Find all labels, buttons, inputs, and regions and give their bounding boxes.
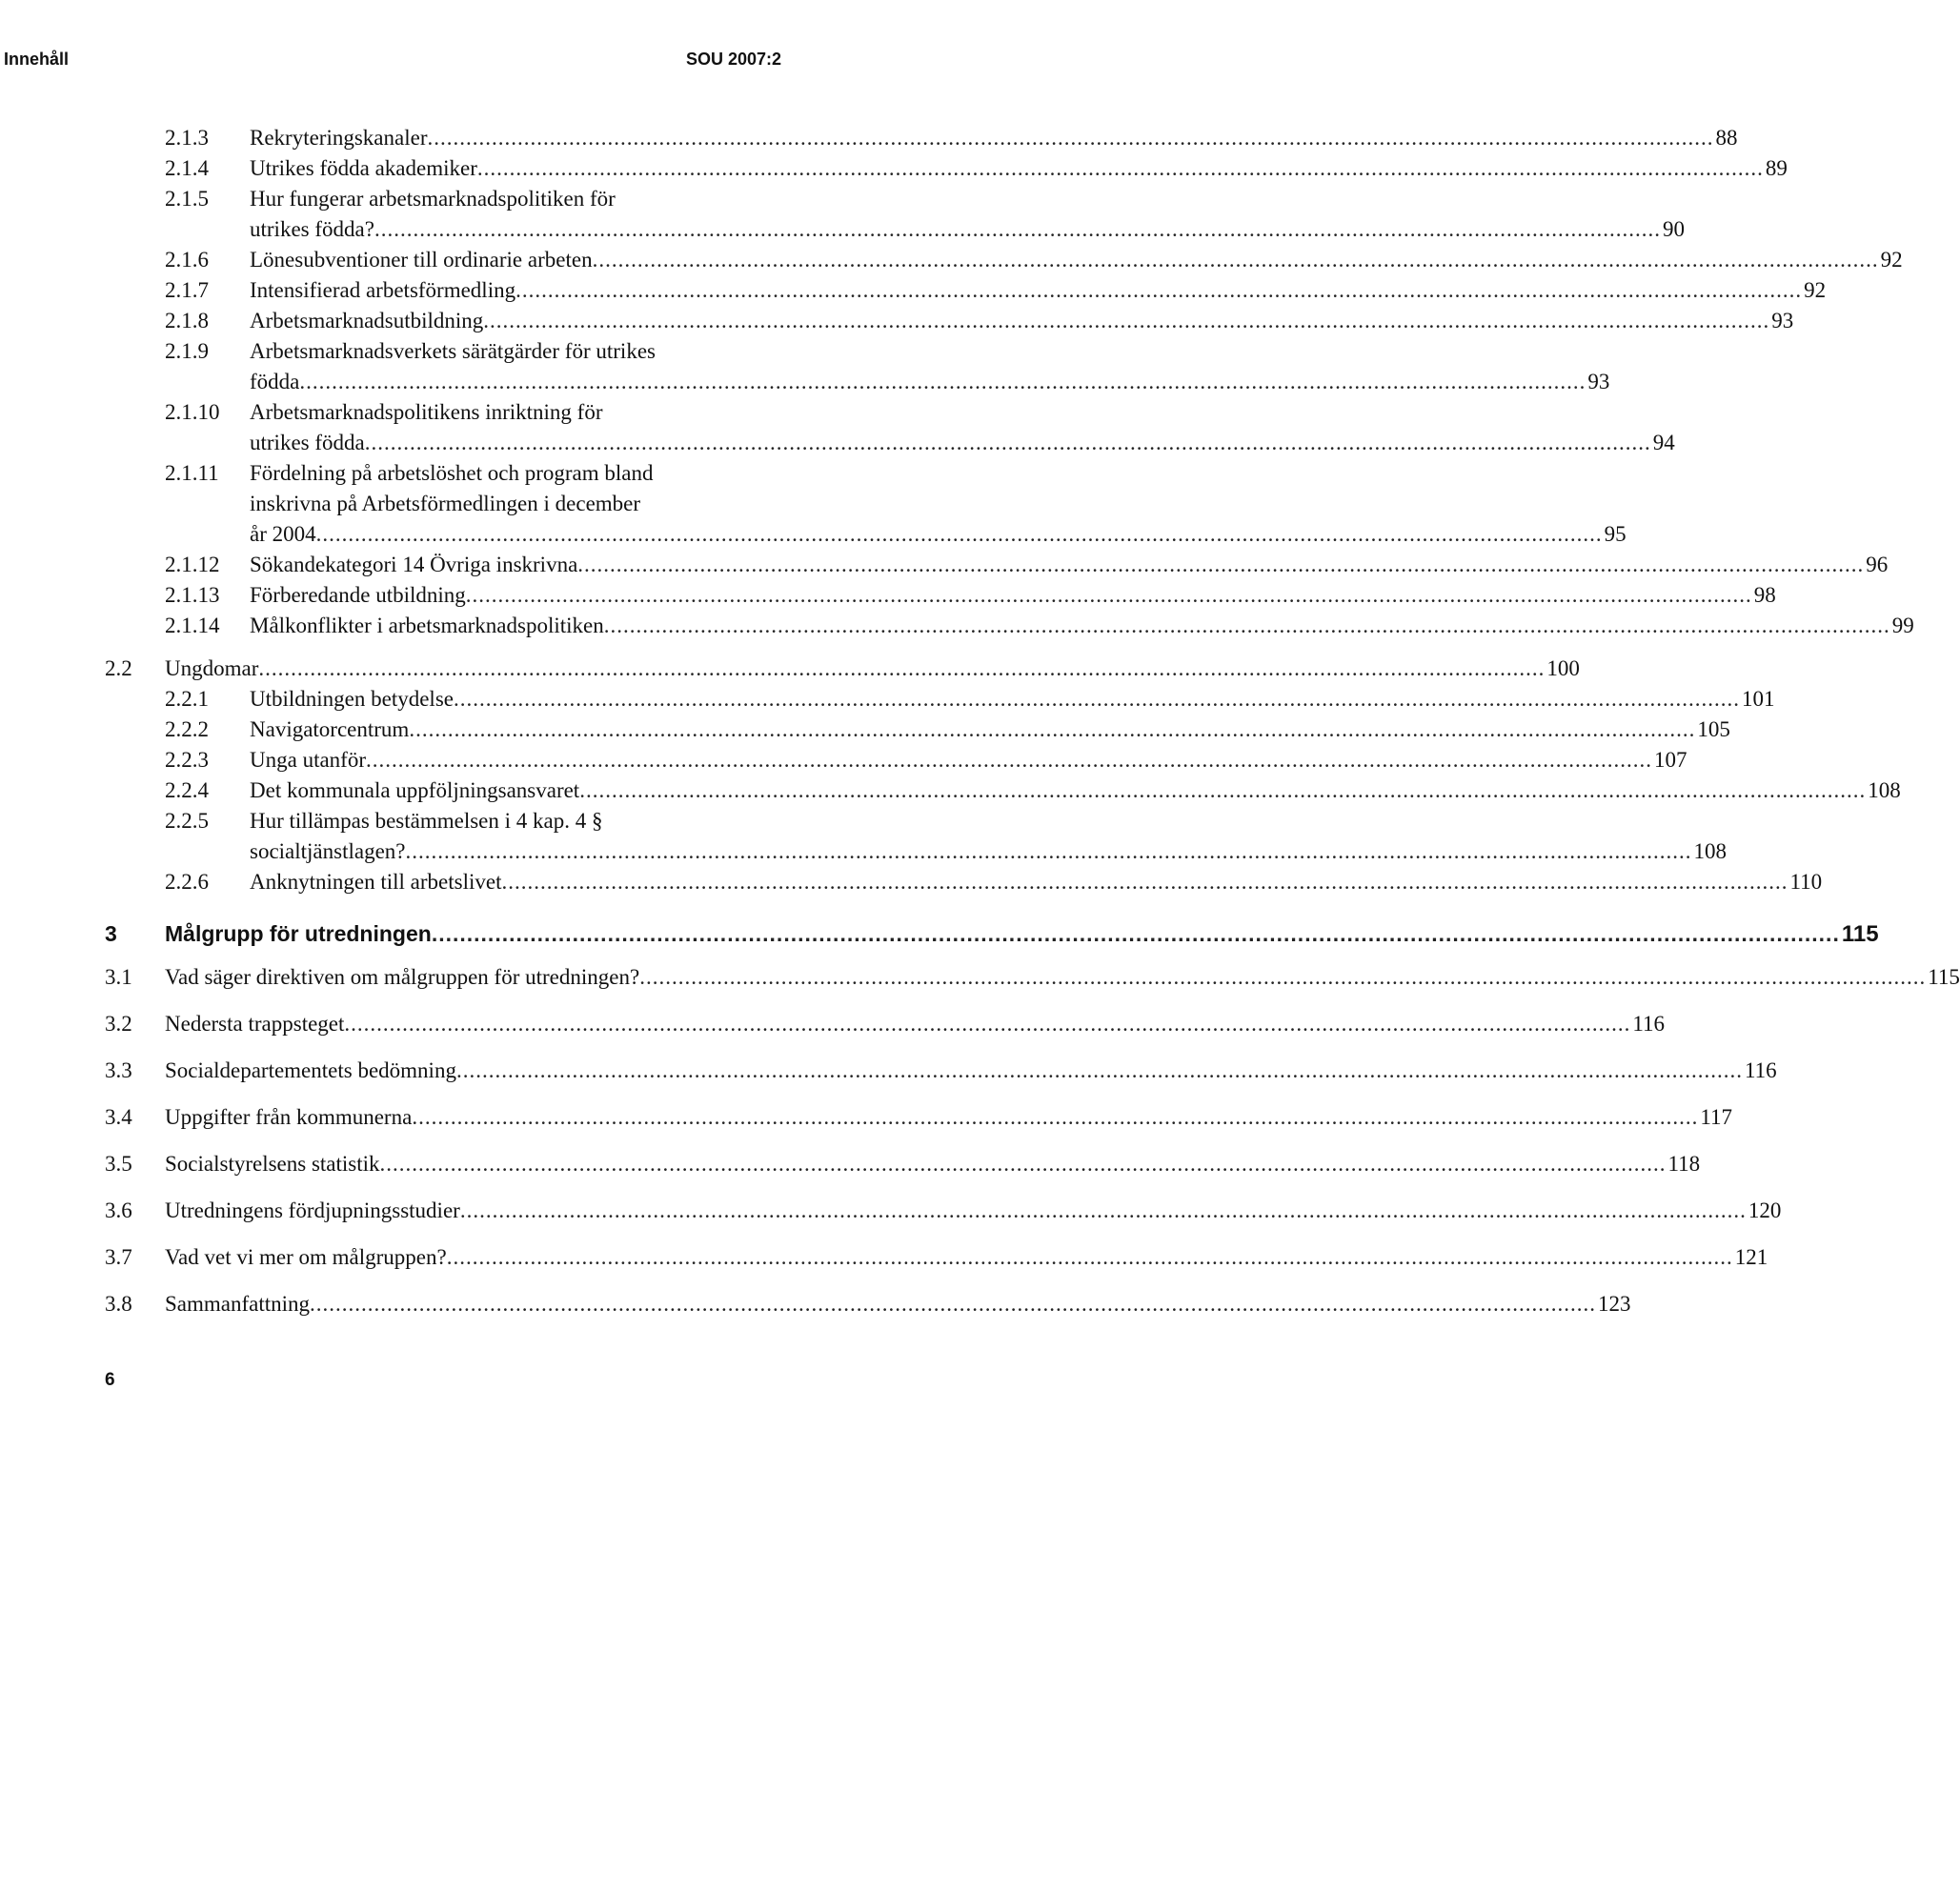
toc-entry-title: år 2004: [250, 522, 316, 546]
toc-entry-number: 3.7: [105, 1245, 132, 1269]
toc-entry-line: [0, 1101, 1732, 1134]
toc-entry-page: 95: [1604, 522, 1627, 546]
toc-entry-title: utrikes födda: [250, 431, 365, 454]
toc-entry-page: 121: [1734, 1245, 1768, 1269]
toc-entry-page: 93: [1587, 370, 1610, 393]
toc-entry-leader-row: [250, 122, 1738, 154]
toc-entry-page: 117: [1700, 1105, 1732, 1129]
toc-entry-leader-row: [250, 744, 1687, 776]
toc-entry-title: födda: [250, 370, 300, 393]
dot-leader: ........................................................................................................................................................................................................: [455, 1058, 1743, 1082]
toc-entry-line: [0, 961, 1960, 994]
toc-entry-leader-row: [250, 775, 1901, 807]
page-number: 6: [105, 1370, 115, 1390]
dot-leader: ........................................................................................................................................................................................................: [315, 522, 1603, 546]
toc-entry-page: 115: [1841, 921, 1879, 947]
toc-entry-page: 108: [1868, 778, 1901, 802]
toc-entry-title: Vad vet vi mer om målgruppen?: [165, 1245, 447, 1269]
dot-leader: ........................................................................................................................................................................................................: [364, 431, 1651, 454]
toc-entry-line: [0, 917, 1879, 950]
toc-entry-line: [0, 866, 1823, 898]
toc-entry-title: Hur tillämpas bestämmelsen i 4 kap. 4 §: [250, 809, 603, 833]
dot-leader: ........................................................................................................................................................................................................: [409, 717, 1696, 741]
running-header-report-id: SOU 2007:2: [686, 50, 782, 69]
toc-entry-title: socialtjänstlagen?: [250, 839, 406, 863]
dot-leader: ........................................................................................................................................................................................................: [579, 778, 1867, 802]
dot-leader: ........................................................................................................................................................................................................: [476, 156, 1764, 180]
toc-entry-leader-row: [165, 1101, 1732, 1134]
toc-entry-page: 94: [1652, 431, 1675, 454]
toc-entry-line: [0, 549, 1889, 581]
toc-entry-line: [0, 518, 1627, 551]
toc-entry-number: 2.1.11: [165, 461, 219, 485]
toc-entry-page: 96: [1866, 553, 1889, 576]
toc-entry-number: 2.2: [105, 656, 132, 680]
toc-entry-title: inskrivna på Arbetsförmedlingen i december: [250, 492, 641, 515]
dot-leader: ........................................................................................................................................................................................................: [374, 217, 1661, 241]
toc-entry-title: Uppgifter från kommunerna: [165, 1105, 413, 1129]
toc-entry-leader-row: [165, 1148, 1701, 1180]
toc-entry-leader-row: [250, 244, 1903, 276]
dot-leader: ........................................................................................................................................................................................................: [459, 1198, 1747, 1222]
toc-entry-page: 88: [1715, 126, 1738, 150]
toc-entry-leader-row: [250, 866, 1823, 898]
toc-entry-number: 2.1.12: [165, 553, 220, 576]
toc-entry-page: 93: [1771, 309, 1794, 332]
toc-entry-leader-row: [250, 549, 1889, 581]
toc-entry-line: [0, 274, 1827, 307]
toc-entry-line: [0, 335, 915, 368]
toc-entry-line: [0, 213, 1685, 246]
toc-entry-leader-row: [165, 961, 1960, 994]
toc-entry-title: Fördelning på arbetslöshet och program bland: [250, 461, 654, 485]
toc-entry-line: [0, 305, 1794, 337]
toc-entry-number: 2.1.3: [165, 126, 209, 150]
toc-entry-title: Utrikes födda akademiker: [250, 156, 477, 180]
toc-entry-leader-row: [250, 610, 1914, 642]
toc-entry-leader-row: [250, 427, 1675, 459]
toc-entry-number: 3.2: [105, 1012, 132, 1036]
toc-entry-line: [0, 457, 915, 490]
toc-entry-number: 3.8: [105, 1292, 132, 1316]
dot-leader: ........................................................................................................................................................................................................: [592, 248, 1879, 272]
toc-entry-title: Förberedande utbildning: [250, 583, 466, 607]
toc-entry-number: 2.2.4: [165, 778, 209, 802]
dot-leader: ........................................................................................................................................................................................................: [412, 1105, 1699, 1129]
dot-leader: ........................................................................................................................................................................................................: [577, 553, 1865, 576]
toc-entry-page: 108: [1693, 839, 1727, 863]
toc-entry-line: [0, 1241, 1768, 1274]
toc-entry-title: Arbetsmarknadspolitikens inriktning för: [250, 400, 603, 424]
toc-entry-number: 2.1.4: [165, 156, 209, 180]
toc-entry-leader-row: [250, 683, 1775, 715]
toc-entry-leader-row: [250, 518, 1627, 551]
toc-entry-title: Utbildningen betydelse: [250, 687, 454, 711]
toc-entry-title: Sammanfattning: [165, 1292, 311, 1316]
toc-entry-line: [0, 1195, 1782, 1227]
dot-leader: ........................................................................................................................................................................................................: [427, 126, 1714, 150]
toc-entry-leader-row: [250, 274, 1827, 307]
toc-entry-line: [0, 683, 1775, 715]
toc-entry-page: 120: [1748, 1198, 1782, 1222]
toc-entry-page: 116: [1744, 1058, 1777, 1082]
toc-entry-page: 100: [1546, 656, 1580, 680]
toc-entry-line: [0, 805, 915, 837]
toc-entry-title: Socialdepartementets bedömning: [165, 1058, 456, 1082]
toc-entry-line: [0, 396, 915, 429]
toc-entry-line: [0, 488, 915, 520]
toc-entry-number: 2.1.10: [165, 400, 220, 424]
toc-entry-line: [0, 366, 1610, 398]
dot-leader: ........................................................................................................................................................................................................: [431, 921, 1840, 946]
toc-entry-leader-row: [165, 1288, 1631, 1320]
toc-entry-leader-row: [165, 1008, 1666, 1040]
toc-entry-page: 99: [1891, 614, 1914, 637]
dot-leader: ........................................................................................................................................................................................................: [344, 1012, 1631, 1036]
toc-entry-page: 90: [1662, 217, 1685, 241]
dot-leader: ........................................................................................................................................................................................................: [379, 1152, 1667, 1176]
toc-entry-line: [0, 183, 915, 215]
toc-entry-title: Socialstyrelsens statistik: [165, 1152, 380, 1176]
toc-entry-number: 2.2.6: [165, 870, 209, 894]
toc-entry-page: 98: [1753, 583, 1776, 607]
dot-leader: ........................................................................................................................................................................................................: [366, 748, 1652, 772]
toc-entry-title: Ungdomar: [165, 656, 259, 680]
toc-entry-title: Sökandekategori 14 Övriga inskrivna: [250, 553, 578, 576]
toc-entry-page: 110: [1789, 870, 1823, 894]
toc-entry-number: 2.2.5: [165, 809, 209, 833]
toc-entry-number: 2.1.9: [165, 339, 209, 363]
toc-entry-leader-row: [165, 1195, 1782, 1227]
toc-entry-leader-row: [250, 714, 1730, 746]
toc-entry-title: Det kommunala uppföljningsansvaret: [250, 778, 580, 802]
toc-entry-title: Rekryteringskanaler: [250, 126, 428, 150]
toc-entry-page: 115: [1928, 965, 1960, 989]
toc-entry-page: 92: [1804, 278, 1827, 302]
toc-entry-number: 2.1.7: [165, 278, 209, 302]
toc-entry-leader-row: [250, 836, 1727, 868]
toc-entry-number: 3.4: [105, 1105, 132, 1129]
dot-leader: ........................................................................................................................................................................................................: [639, 965, 1927, 989]
toc-entry-number: 3: [105, 921, 117, 946]
toc-entry-line: [0, 1055, 1777, 1087]
toc-entry-number: 2.2.1: [165, 687, 209, 711]
toc-entry-title: Unga utanför: [250, 748, 366, 772]
toc-entry-leader-row: [250, 305, 1794, 337]
toc-entry-title: Arbetsmarknadsverkets särätgärder för utrikes: [250, 339, 656, 363]
toc-entry-line: [0, 244, 1903, 276]
toc-entry-leader-row: [165, 1241, 1768, 1274]
dot-leader: ........................................................................................................................................................................................................: [258, 656, 1546, 680]
dot-leader: ........................................................................................................................................................................................................: [515, 278, 1803, 302]
dot-leader: ........................................................................................................................................................................................................: [454, 687, 1740, 711]
toc-entry-line: [0, 1148, 1701, 1180]
toc-entry-title: Navigatorcentrum: [250, 717, 410, 741]
toc-entry-number: 2.1.13: [165, 583, 220, 607]
running-header-section: Innehåll: [4, 50, 70, 69]
dot-leader: ........................................................................................................................................................................................................: [310, 1292, 1597, 1316]
toc-entry-page: 92: [1880, 248, 1903, 272]
dot-leader: ........................................................................................................................................................................................................: [465, 583, 1752, 607]
toc-entry-number: 2.2.2: [165, 717, 209, 741]
toc-entry-title: utrikes födda?: [250, 217, 374, 241]
toc-entry-title: Anknytningen till arbetslivet: [250, 870, 502, 894]
toc-entry-number: 3.6: [105, 1198, 132, 1222]
toc-entry-line: [0, 610, 1914, 642]
toc-entry-page: 89: [1765, 156, 1788, 180]
toc-entry-leader-row: [250, 152, 1788, 185]
toc-entry-line: [0, 579, 1776, 612]
toc-entry-title: Hur fungerar arbetsmarknadspolitiken för: [250, 187, 616, 211]
toc-entry-line: [0, 836, 1727, 868]
toc-entry-title: Vad säger direktiven om målgruppen för utredningen?: [165, 965, 640, 989]
toc-entry-title: Nedersta trappsteget: [165, 1012, 345, 1036]
toc-entry-leader-row: [250, 579, 1776, 612]
toc-entry-number: 2.1.5: [165, 187, 209, 211]
toc-entry-number: 2.1.8: [165, 309, 209, 332]
toc-entry-line: [0, 427, 1675, 459]
toc-entry-line: [0, 1008, 1666, 1040]
toc-entry-page: 101: [1742, 687, 1775, 711]
toc-entry-page: 118: [1667, 1152, 1701, 1176]
toc-entry-line: [0, 744, 1687, 776]
toc-entry-leader-row: [165, 1055, 1777, 1087]
toc-entry-title: Utredningens fördjupningsstudier: [165, 1198, 460, 1222]
toc-entry-title: Målkonflikter i arbetsmarknadspolitiken: [250, 614, 604, 637]
toc-entry-number: 2.2.3: [165, 748, 209, 772]
toc-entry-title: Lönesubventioner till ordinarie arbeten: [250, 248, 593, 272]
toc-entry-page: 107: [1654, 748, 1687, 772]
toc-entry-page: 116: [1632, 1012, 1666, 1036]
toc-entry-leader-row: [250, 213, 1685, 246]
toc-entry-number: 2.1.6: [165, 248, 209, 272]
toc-entry-number: 3.3: [105, 1058, 132, 1082]
toc-entry-leader-row: [165, 653, 1580, 685]
toc-entry-line: [0, 775, 1901, 807]
toc-entry-number: 3.1: [105, 965, 132, 989]
toc-entry-leader-row: [250, 366, 1610, 398]
toc-entry-line: [0, 653, 1580, 685]
dot-leader: ........................................................................................................................................................................................................: [603, 614, 1890, 637]
toc-entry-number: 3.5: [105, 1152, 132, 1176]
dot-leader: ........................................................................................................................................................................................................: [299, 370, 1586, 393]
toc-entry-line: [0, 714, 1730, 746]
toc-entry-title: Arbetsmarknadsutbildning: [250, 309, 484, 332]
toc-entry-page: 123: [1598, 1292, 1631, 1316]
toc-entry-title: Målgrupp för utredningen: [165, 921, 432, 946]
toc-entry-number: 2.1.14: [165, 614, 220, 637]
dot-leader: ........................................................................................................................................................................................................: [483, 309, 1770, 332]
toc-entry-line: [0, 122, 1738, 154]
toc-entry-page: 105: [1697, 717, 1730, 741]
dot-leader: ........................................................................................................................................................................................................: [405, 839, 1692, 863]
toc-entry-title: Intensifierad arbetsförmedling: [250, 278, 516, 302]
dot-leader: ........................................................................................................................................................................................................: [501, 870, 1788, 894]
toc-entry-line: [0, 1288, 1631, 1320]
dot-leader: ........................................................................................................................................................................................................: [446, 1245, 1733, 1269]
toc-entry-line: [0, 152, 1788, 185]
toc-entry-leader-row: [165, 917, 1879, 951]
